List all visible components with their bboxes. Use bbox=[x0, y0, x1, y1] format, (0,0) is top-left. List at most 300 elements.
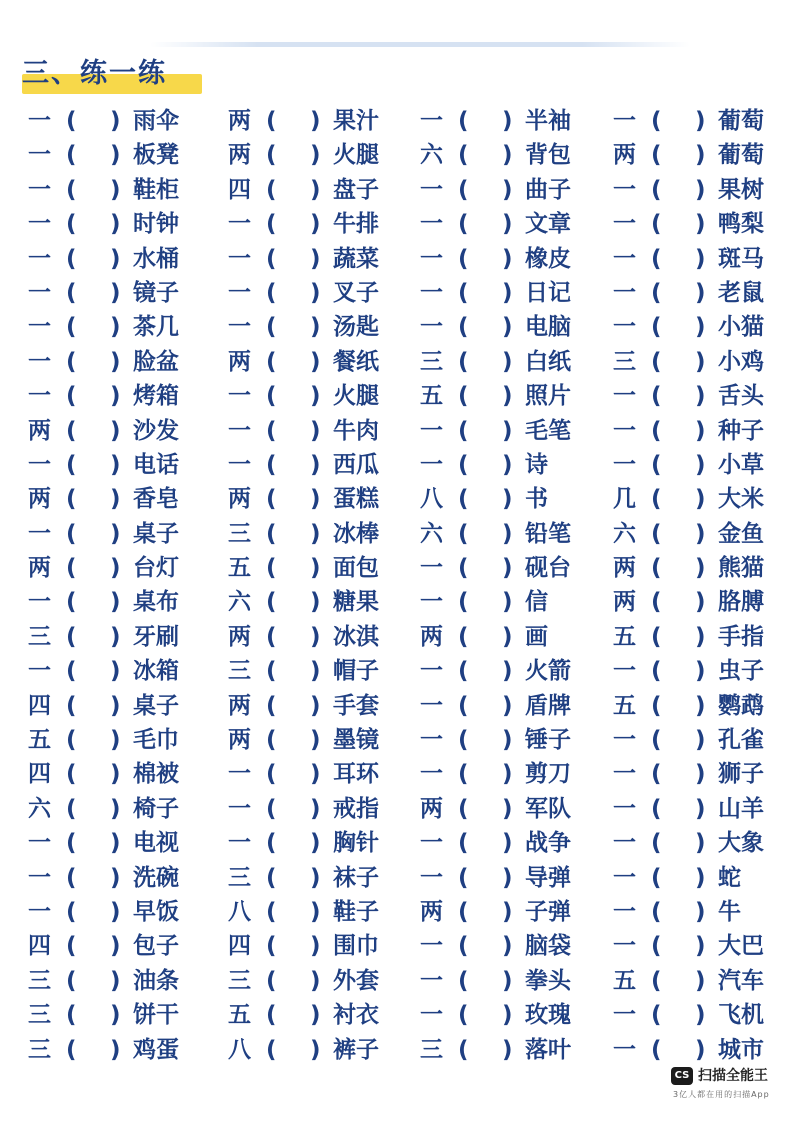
close-paren: ) bbox=[310, 520, 321, 547]
numeral: 三 bbox=[613, 348, 636, 375]
open-paren: ( bbox=[266, 383, 277, 410]
open-paren: ( bbox=[266, 1036, 277, 1063]
numeral: 两 bbox=[613, 142, 636, 169]
noun: 冰棒 bbox=[333, 520, 379, 547]
close-paren: ) bbox=[310, 383, 321, 410]
numeral: 一 bbox=[420, 830, 443, 857]
noun: 铅笔 bbox=[525, 520, 571, 547]
noun: 桌布 bbox=[133, 589, 179, 616]
close-paren: ) bbox=[502, 486, 513, 513]
numeral: 五 bbox=[420, 383, 443, 410]
numeral: 一 bbox=[420, 108, 443, 134]
noun: 胸针 bbox=[333, 830, 379, 857]
open-paren: ( bbox=[458, 451, 469, 478]
exercise-row bbox=[0, 414, 793, 448]
numeral: 八 bbox=[228, 1036, 251, 1063]
open-paren: ( bbox=[266, 486, 277, 513]
numeral: 一 bbox=[28, 314, 51, 341]
open-paren: ( bbox=[458, 486, 469, 513]
open-paren: ( bbox=[651, 348, 662, 375]
noun: 画 bbox=[525, 623, 548, 650]
open-paren: ( bbox=[66, 486, 77, 513]
noun: 狮子 bbox=[718, 761, 764, 788]
open-paren: ( bbox=[266, 1002, 277, 1029]
open-paren: ( bbox=[66, 761, 77, 788]
close-paren: ) bbox=[695, 830, 706, 857]
noun: 小草 bbox=[718, 451, 764, 478]
noun: 果树 bbox=[718, 176, 764, 203]
noun: 汽车 bbox=[718, 967, 764, 994]
noun: 火腿 bbox=[333, 142, 379, 169]
open-paren: ( bbox=[651, 417, 662, 444]
numeral: 一 bbox=[613, 658, 636, 685]
open-paren: ( bbox=[458, 1036, 469, 1063]
open-paren: ( bbox=[458, 108, 469, 134]
numeral: 两 bbox=[28, 486, 51, 513]
close-paren: ) bbox=[310, 830, 321, 857]
open-paren: ( bbox=[458, 898, 469, 925]
open-paren: ( bbox=[458, 417, 469, 444]
close-paren: ) bbox=[695, 211, 706, 238]
close-paren: ) bbox=[310, 279, 321, 306]
open-paren: ( bbox=[651, 589, 662, 616]
open-paren: ( bbox=[458, 830, 469, 857]
close-paren: ) bbox=[110, 486, 121, 513]
camscanner-logo-icon: CS bbox=[671, 1067, 693, 1085]
close-paren: ) bbox=[110, 761, 121, 788]
numeral: 五 bbox=[613, 623, 636, 650]
open-paren: ( bbox=[651, 933, 662, 960]
close-paren: ) bbox=[110, 314, 121, 341]
numeral: 三 bbox=[28, 967, 51, 994]
numeral: 一 bbox=[613, 314, 636, 341]
numeral: 六 bbox=[228, 589, 251, 616]
exercise-row bbox=[0, 757, 793, 791]
noun: 电视 bbox=[133, 830, 179, 857]
numeral: 四 bbox=[28, 692, 51, 719]
close-paren: ) bbox=[110, 451, 121, 478]
exercise-row bbox=[0, 998, 793, 1032]
noun: 耳环 bbox=[333, 761, 379, 788]
noun: 板凳 bbox=[133, 142, 179, 169]
noun: 孔雀 bbox=[718, 727, 764, 754]
noun: 盘子 bbox=[333, 176, 379, 203]
noun: 果汁 bbox=[333, 108, 379, 134]
numeral: 三 bbox=[420, 1036, 443, 1063]
exercise-row bbox=[0, 689, 793, 723]
open-paren: ( bbox=[458, 176, 469, 203]
noun: 舌头 bbox=[718, 383, 764, 410]
close-paren: ) bbox=[695, 864, 706, 891]
close-paren: ) bbox=[110, 108, 121, 134]
open-paren: ( bbox=[266, 933, 277, 960]
open-paren: ( bbox=[66, 623, 77, 650]
exercise-row bbox=[0, 551, 793, 585]
open-paren: ( bbox=[458, 348, 469, 375]
close-paren: ) bbox=[502, 279, 513, 306]
open-paren: ( bbox=[651, 211, 662, 238]
numeral: 一 bbox=[420, 555, 443, 582]
noun: 水桶 bbox=[133, 245, 179, 272]
close-paren: ) bbox=[110, 692, 121, 719]
close-paren: ) bbox=[695, 623, 706, 650]
open-paren: ( bbox=[66, 589, 77, 616]
noun: 玫瑰 bbox=[525, 1002, 571, 1029]
open-paren: ( bbox=[651, 830, 662, 857]
numeral: 一 bbox=[420, 692, 443, 719]
numeral: 一 bbox=[420, 967, 443, 994]
exercise-row bbox=[0, 861, 793, 895]
close-paren: ) bbox=[695, 142, 706, 169]
close-paren: ) bbox=[310, 348, 321, 375]
open-paren: ( bbox=[66, 933, 77, 960]
numeral: 一 bbox=[613, 211, 636, 238]
numeral: 两 bbox=[28, 555, 51, 582]
numeral: 一 bbox=[613, 830, 636, 857]
noun: 牛排 bbox=[333, 211, 379, 238]
open-paren: ( bbox=[651, 245, 662, 272]
close-paren: ) bbox=[310, 108, 321, 134]
open-paren: ( bbox=[458, 211, 469, 238]
noun: 餐纸 bbox=[333, 348, 379, 375]
close-paren: ) bbox=[502, 142, 513, 169]
close-paren: ) bbox=[110, 1036, 121, 1063]
noun: 墨镜 bbox=[333, 727, 379, 754]
close-paren: ) bbox=[502, 589, 513, 616]
watermark-tagline: 3亿人都在用的扫描App bbox=[673, 1090, 770, 1099]
numeral: 两 bbox=[28, 417, 51, 444]
numeral: 四 bbox=[28, 933, 51, 960]
noun: 裤子 bbox=[333, 1036, 379, 1063]
numeral: 一 bbox=[613, 727, 636, 754]
noun: 雨伞 bbox=[133, 108, 179, 134]
noun: 西瓜 bbox=[333, 451, 379, 478]
numeral: 五 bbox=[613, 967, 636, 994]
noun: 大象 bbox=[718, 830, 764, 857]
close-paren: ) bbox=[695, 555, 706, 582]
numeral: 一 bbox=[613, 279, 636, 306]
noun: 电脑 bbox=[525, 314, 571, 341]
noun: 包子 bbox=[133, 933, 179, 960]
numeral: 一 bbox=[420, 933, 443, 960]
noun: 围巾 bbox=[333, 933, 379, 960]
close-paren: ) bbox=[502, 795, 513, 822]
open-paren: ( bbox=[66, 108, 77, 134]
noun: 衬衣 bbox=[333, 1002, 379, 1029]
noun: 背包 bbox=[525, 142, 571, 169]
numeral: 一 bbox=[28, 451, 51, 478]
numeral: 一 bbox=[613, 761, 636, 788]
numeral: 三 bbox=[228, 967, 251, 994]
open-paren: ( bbox=[266, 211, 277, 238]
numeral: 一 bbox=[28, 864, 51, 891]
exercise-row bbox=[0, 379, 793, 413]
open-paren: ( bbox=[266, 245, 277, 272]
close-paren: ) bbox=[110, 589, 121, 616]
open-paren: ( bbox=[651, 864, 662, 891]
noun: 香皂 bbox=[133, 486, 179, 513]
open-paren: ( bbox=[66, 795, 77, 822]
numeral: 一 bbox=[28, 348, 51, 375]
open-paren: ( bbox=[458, 864, 469, 891]
close-paren: ) bbox=[310, 898, 321, 925]
noun: 鸡蛋 bbox=[133, 1036, 179, 1063]
noun: 糖果 bbox=[333, 589, 379, 616]
decorative-top-line bbox=[150, 42, 690, 47]
open-paren: ( bbox=[266, 658, 277, 685]
numeral: 一 bbox=[613, 383, 636, 410]
numeral: 六 bbox=[420, 520, 443, 547]
numeral: 两 bbox=[228, 348, 251, 375]
numeral: 一 bbox=[613, 245, 636, 272]
open-paren: ( bbox=[66, 348, 77, 375]
open-paren: ( bbox=[651, 142, 662, 169]
open-paren: ( bbox=[651, 383, 662, 410]
numeral: 一 bbox=[28, 245, 51, 272]
open-paren: ( bbox=[66, 314, 77, 341]
close-paren: ) bbox=[310, 727, 321, 754]
close-paren: ) bbox=[695, 589, 706, 616]
numeral: 六 bbox=[613, 520, 636, 547]
close-paren: ) bbox=[310, 1036, 321, 1063]
open-paren: ( bbox=[266, 761, 277, 788]
noun: 早饭 bbox=[133, 898, 179, 925]
noun: 手套 bbox=[333, 692, 379, 719]
open-paren: ( bbox=[66, 692, 77, 719]
noun: 沙发 bbox=[133, 417, 179, 444]
numeral: 两 bbox=[613, 555, 636, 582]
exercise-row bbox=[0, 517, 793, 551]
open-paren: ( bbox=[266, 555, 277, 582]
numeral: 一 bbox=[613, 795, 636, 822]
exercise-row bbox=[0, 276, 793, 310]
exercise-row bbox=[0, 792, 793, 826]
close-paren: ) bbox=[695, 898, 706, 925]
noun: 信 bbox=[525, 589, 548, 616]
numeral: 一 bbox=[228, 830, 251, 857]
close-paren: ) bbox=[310, 245, 321, 272]
noun: 蛇 bbox=[718, 864, 741, 891]
numeral: 一 bbox=[28, 898, 51, 925]
noun: 汤匙 bbox=[333, 314, 379, 341]
noun: 大米 bbox=[718, 486, 764, 513]
noun: 帽子 bbox=[333, 658, 379, 685]
open-paren: ( bbox=[66, 279, 77, 306]
open-paren: ( bbox=[458, 658, 469, 685]
noun: 照片 bbox=[525, 383, 571, 410]
open-paren: ( bbox=[651, 279, 662, 306]
numeral: 一 bbox=[28, 589, 51, 616]
open-paren: ( bbox=[66, 830, 77, 857]
noun: 日记 bbox=[525, 279, 571, 306]
numeral: 一 bbox=[420, 761, 443, 788]
noun: 毛巾 bbox=[133, 727, 179, 754]
noun: 拳头 bbox=[525, 967, 571, 994]
open-paren: ( bbox=[266, 314, 277, 341]
open-paren: ( bbox=[266, 898, 277, 925]
close-paren: ) bbox=[110, 348, 121, 375]
noun: 椅子 bbox=[133, 795, 179, 822]
watermark-name: 扫描全能王 bbox=[698, 1068, 768, 1084]
open-paren: ( bbox=[66, 967, 77, 994]
numeral: 六 bbox=[420, 142, 443, 169]
close-paren: ) bbox=[695, 795, 706, 822]
numeral: 两 bbox=[420, 795, 443, 822]
close-paren: ) bbox=[310, 864, 321, 891]
close-paren: ) bbox=[110, 623, 121, 650]
exercise-row bbox=[0, 310, 793, 344]
noun: 锤子 bbox=[525, 727, 571, 754]
close-paren: ) bbox=[310, 761, 321, 788]
open-paren: ( bbox=[458, 314, 469, 341]
close-paren: ) bbox=[502, 1002, 513, 1029]
open-paren: ( bbox=[458, 623, 469, 650]
close-paren: ) bbox=[310, 623, 321, 650]
close-paren: ) bbox=[310, 314, 321, 341]
open-paren: ( bbox=[458, 279, 469, 306]
open-paren: ( bbox=[66, 727, 77, 754]
open-paren: ( bbox=[66, 1002, 77, 1029]
numeral: 一 bbox=[613, 417, 636, 444]
noun: 袜子 bbox=[333, 864, 379, 891]
close-paren: ) bbox=[502, 864, 513, 891]
numeral: 一 bbox=[28, 383, 51, 410]
numeral: 两 bbox=[228, 692, 251, 719]
open-paren: ( bbox=[266, 830, 277, 857]
noun: 小鸡 bbox=[718, 348, 764, 375]
noun: 冰淇 bbox=[333, 623, 379, 650]
section-title-block bbox=[22, 56, 167, 92]
numeral: 一 bbox=[613, 933, 636, 960]
numeral: 三 bbox=[28, 623, 51, 650]
exercise-row bbox=[0, 585, 793, 619]
open-paren: ( bbox=[66, 451, 77, 478]
noun: 鞋柜 bbox=[133, 176, 179, 203]
open-paren: ( bbox=[66, 417, 77, 444]
numeral: 一 bbox=[420, 279, 443, 306]
open-paren: ( bbox=[66, 383, 77, 410]
open-paren: ( bbox=[651, 486, 662, 513]
close-paren: ) bbox=[310, 589, 321, 616]
open-paren: ( bbox=[266, 417, 277, 444]
close-paren: ) bbox=[110, 864, 121, 891]
close-paren: ) bbox=[310, 142, 321, 169]
close-paren: ) bbox=[695, 658, 706, 685]
noun: 虫子 bbox=[718, 658, 764, 685]
numeral: 一 bbox=[228, 245, 251, 272]
open-paren: ( bbox=[66, 142, 77, 169]
close-paren: ) bbox=[502, 417, 513, 444]
noun: 外套 bbox=[333, 967, 379, 994]
close-paren: ) bbox=[502, 555, 513, 582]
close-paren: ) bbox=[110, 211, 121, 238]
open-paren: ( bbox=[66, 245, 77, 272]
close-paren: ) bbox=[502, 176, 513, 203]
exercise-grid bbox=[0, 104, 793, 1067]
close-paren: ) bbox=[695, 279, 706, 306]
noun: 金鱼 bbox=[718, 520, 764, 547]
numeral: 一 bbox=[420, 245, 443, 272]
open-paren: ( bbox=[66, 211, 77, 238]
noun: 山羊 bbox=[718, 795, 764, 822]
close-paren: ) bbox=[502, 898, 513, 925]
close-paren: ) bbox=[695, 692, 706, 719]
numeral: 四 bbox=[28, 761, 51, 788]
numeral: 五 bbox=[228, 1002, 251, 1029]
numeral: 两 bbox=[228, 108, 251, 134]
numeral: 一 bbox=[228, 451, 251, 478]
open-paren: ( bbox=[458, 967, 469, 994]
noun: 曲子 bbox=[525, 176, 571, 203]
open-paren: ( bbox=[458, 142, 469, 169]
noun: 火腿 bbox=[333, 383, 379, 410]
noun: 胳膊 bbox=[718, 589, 764, 616]
exercise-row bbox=[0, 345, 793, 379]
close-paren: ) bbox=[695, 383, 706, 410]
numeral: 三 bbox=[28, 1036, 51, 1063]
numeral: 四 bbox=[228, 933, 251, 960]
close-paren: ) bbox=[695, 451, 706, 478]
open-paren: ( bbox=[651, 108, 662, 134]
close-paren: ) bbox=[695, 1002, 706, 1029]
noun: 戒指 bbox=[333, 795, 379, 822]
numeral: 一 bbox=[28, 830, 51, 857]
noun: 大巴 bbox=[718, 933, 764, 960]
noun: 桌子 bbox=[133, 520, 179, 547]
close-paren: ) bbox=[310, 417, 321, 444]
close-paren: ) bbox=[310, 658, 321, 685]
close-paren: ) bbox=[695, 1036, 706, 1063]
numeral: 一 bbox=[613, 108, 636, 134]
open-paren: ( bbox=[651, 1002, 662, 1029]
numeral: 两 bbox=[228, 623, 251, 650]
noun: 剪刀 bbox=[525, 761, 571, 788]
open-paren: ( bbox=[66, 520, 77, 547]
numeral: 两 bbox=[420, 623, 443, 650]
numeral: 一 bbox=[420, 314, 443, 341]
noun: 烤箱 bbox=[133, 383, 179, 410]
close-paren: ) bbox=[695, 486, 706, 513]
open-paren: ( bbox=[66, 658, 77, 685]
noun: 冰箱 bbox=[133, 658, 179, 685]
close-paren: ) bbox=[310, 933, 321, 960]
noun: 鸭梨 bbox=[718, 211, 764, 238]
numeral: 一 bbox=[228, 761, 251, 788]
close-paren: ) bbox=[110, 142, 121, 169]
numeral: 两 bbox=[613, 589, 636, 616]
open-paren: ( bbox=[458, 933, 469, 960]
open-paren: ( bbox=[66, 864, 77, 891]
open-paren: ( bbox=[651, 176, 662, 203]
numeral: 一 bbox=[228, 211, 251, 238]
open-paren: ( bbox=[651, 1036, 662, 1063]
open-paren: ( bbox=[266, 623, 277, 650]
close-paren: ) bbox=[110, 658, 121, 685]
open-paren: ( bbox=[651, 727, 662, 754]
noun: 棉被 bbox=[133, 761, 179, 788]
open-paren: ( bbox=[266, 176, 277, 203]
numeral: 三 bbox=[28, 1002, 51, 1029]
noun: 城市 bbox=[718, 1036, 764, 1063]
noun: 文章 bbox=[525, 211, 571, 238]
numeral: 一 bbox=[28, 279, 51, 306]
noun: 飞机 bbox=[718, 1002, 764, 1029]
open-paren: ( bbox=[651, 658, 662, 685]
close-paren: ) bbox=[310, 211, 321, 238]
numeral: 一 bbox=[228, 383, 251, 410]
numeral: 一 bbox=[228, 795, 251, 822]
exercise-row bbox=[0, 964, 793, 998]
